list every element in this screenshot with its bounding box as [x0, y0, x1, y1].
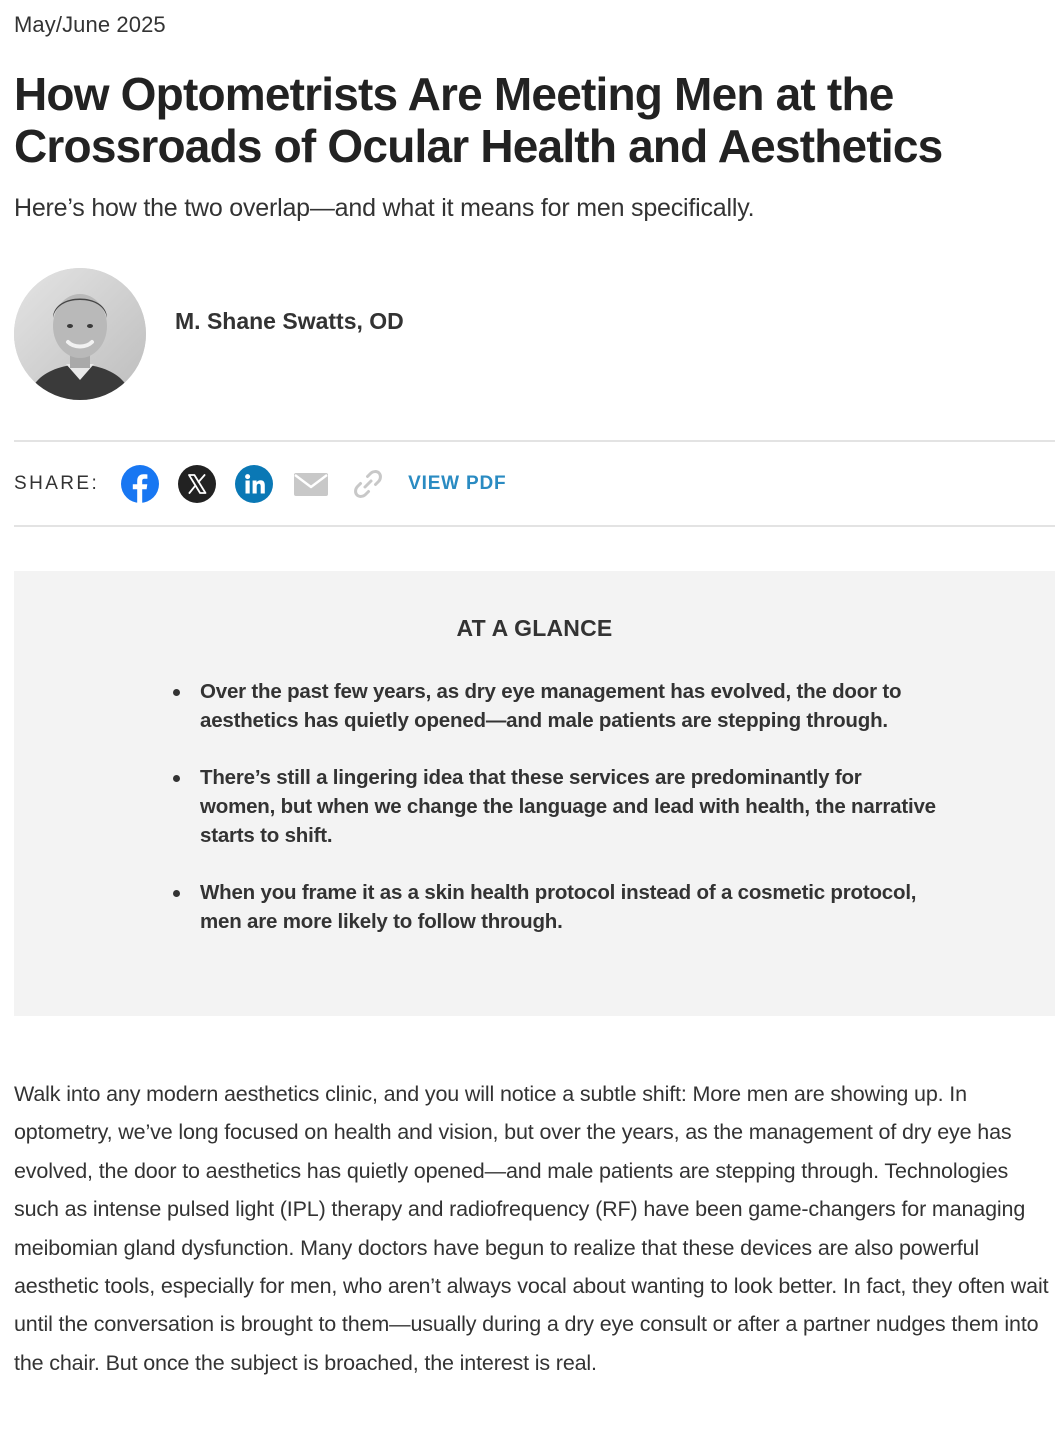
- divider: [14, 440, 1055, 442]
- share-bar: [14, 462, 506, 506]
- author-avatar[interactable]: [14, 268, 146, 400]
- at-a-glance-list: [200, 677, 940, 964]
- article-title: How Optometrists Are Meeting Men at the Crossroads of Ocular Health and Aesthetics: [14, 68, 943, 172]
- share-label: SHARE:: [14, 473, 100, 494]
- issue-date: May/June 2025: [14, 12, 166, 37]
- x-icon[interactable]: [178, 465, 216, 503]
- article-subtitle: Here’s how the two overlap—and what it means for men specifically.: [14, 194, 755, 222]
- at-a-glance-panel: [14, 571, 1055, 1016]
- at-a-glance-title: AT A GLANCE: [456, 615, 613, 641]
- link-icon[interactable]: [349, 465, 387, 503]
- facebook-icon[interactable]: [121, 465, 159, 503]
- linkedin-icon[interactable]: [235, 465, 273, 503]
- list-item: There’s still a lingering idea that these services are predominantly for women, but when we change the language and lead with health, the narrative starts to shift.: [200, 763, 940, 850]
- view-pdf-link[interactable]: VIEW PDF: [408, 473, 507, 494]
- divider: [14, 525, 1055, 527]
- article-body-paragraph: Walk into any modern aesthetics clinic, and you will notice a subtle shift: More men are showing up. In optometry, we’ve long focused on health and vision, but over the years, as the management of dry eye has evolved, the door to aesthetics has quietly opened—and male patients are stepping through. Technologies such as intense pulsed light (IPL) therapy and radiofrequency (RF) have been game-changers for managing meibomian gland dysfunction. Many doctors have begun to realize that these devices are also powerful aesthetic tools, especially for men, who aren’t always vocal about wanting to look better. In fact, they often wait until the conversation is brought to them—usually during a dry eye consult or after a partner nudges them into the chair. But once the subject is broached, the interest is real.: [14, 1082, 1049, 1375]
- list-item: When you frame it as a skin health protocol instead of a cosmetic protocol, men are more likely to follow through.: [200, 878, 940, 936]
- author-name[interactable]: M. Shane Swatts, OD: [175, 308, 404, 334]
- list-item: Over the past few years, as dry eye management has evolved, the door to aesthetics has quietly opened—and male patients are stepping through.: [200, 677, 940, 735]
- email-icon[interactable]: [292, 465, 330, 503]
